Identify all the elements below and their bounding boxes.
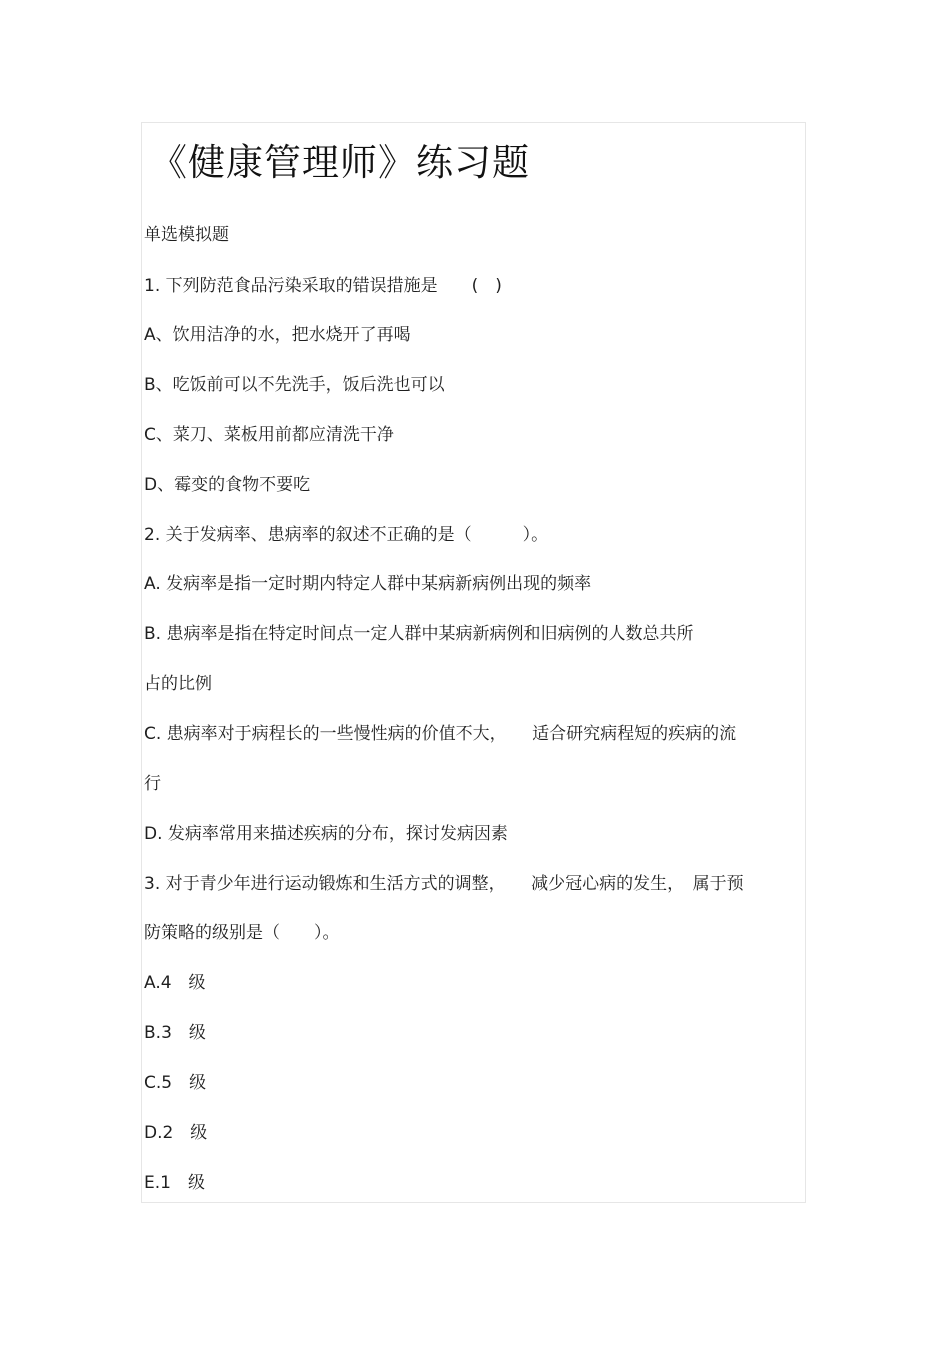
question-3-option-c: C.5 级 bbox=[144, 1073, 207, 1093]
question-3-option-a: A.4 级 bbox=[144, 973, 206, 993]
question-2-option-d: D. 发病率常用来描述疾病的分布，探讨发病因素 bbox=[144, 824, 508, 844]
question-3-continued: 防策略的级别是（ ）。 bbox=[144, 923, 340, 943]
question-2-option-a: A. 发病率是指一定时期内特定人群中某病新病例出现的频率 bbox=[144, 574, 592, 594]
question-3-option-e: E.1 级 bbox=[144, 1173, 205, 1193]
question-2-option-b: B. 患病率是指在特定时间点一定人群中某病新病例和旧病例的人数总共所 bbox=[144, 624, 694, 644]
question-1: 1. 下列防范食品污染采取的错误措施是 ( ) bbox=[144, 276, 502, 296]
question-1-option-d: D、霉变的食物不要吃 bbox=[144, 475, 311, 495]
question-3-option-d: D.2 级 bbox=[144, 1123, 208, 1143]
question-1-option-b: B、吃饭前可以不先洗手，饭后洗也可以 bbox=[144, 375, 445, 395]
question-2: 2. 关于发病率、患病率的叙述不正确的是（ ）。 bbox=[144, 525, 549, 545]
question-2-option-c: C. 患病率对于病程长的一些慢性病的价值不大， 适合研究病程短的疾病的流 bbox=[144, 724, 737, 744]
question-1-option-a: A、饮用洁净的水，把水烧开了再喝 bbox=[144, 325, 411, 345]
question-1-option-c: C、菜刀、菜板用前都应清洗干净 bbox=[144, 425, 394, 445]
section-heading: 单选模拟题 bbox=[144, 225, 229, 245]
question-2-option-b-continued: 占的比例 bbox=[144, 674, 212, 694]
question-2-option-c-continued: 行 bbox=[144, 774, 161, 794]
question-3: 3. 对于青少年进行运动锻炼和生活方式的调整， 减少冠心病的发生， 属于预 bbox=[144, 874, 744, 894]
document-title: 《健康管理师》练习题 bbox=[150, 141, 530, 184]
question-3-option-b: B.3 级 bbox=[144, 1023, 206, 1043]
